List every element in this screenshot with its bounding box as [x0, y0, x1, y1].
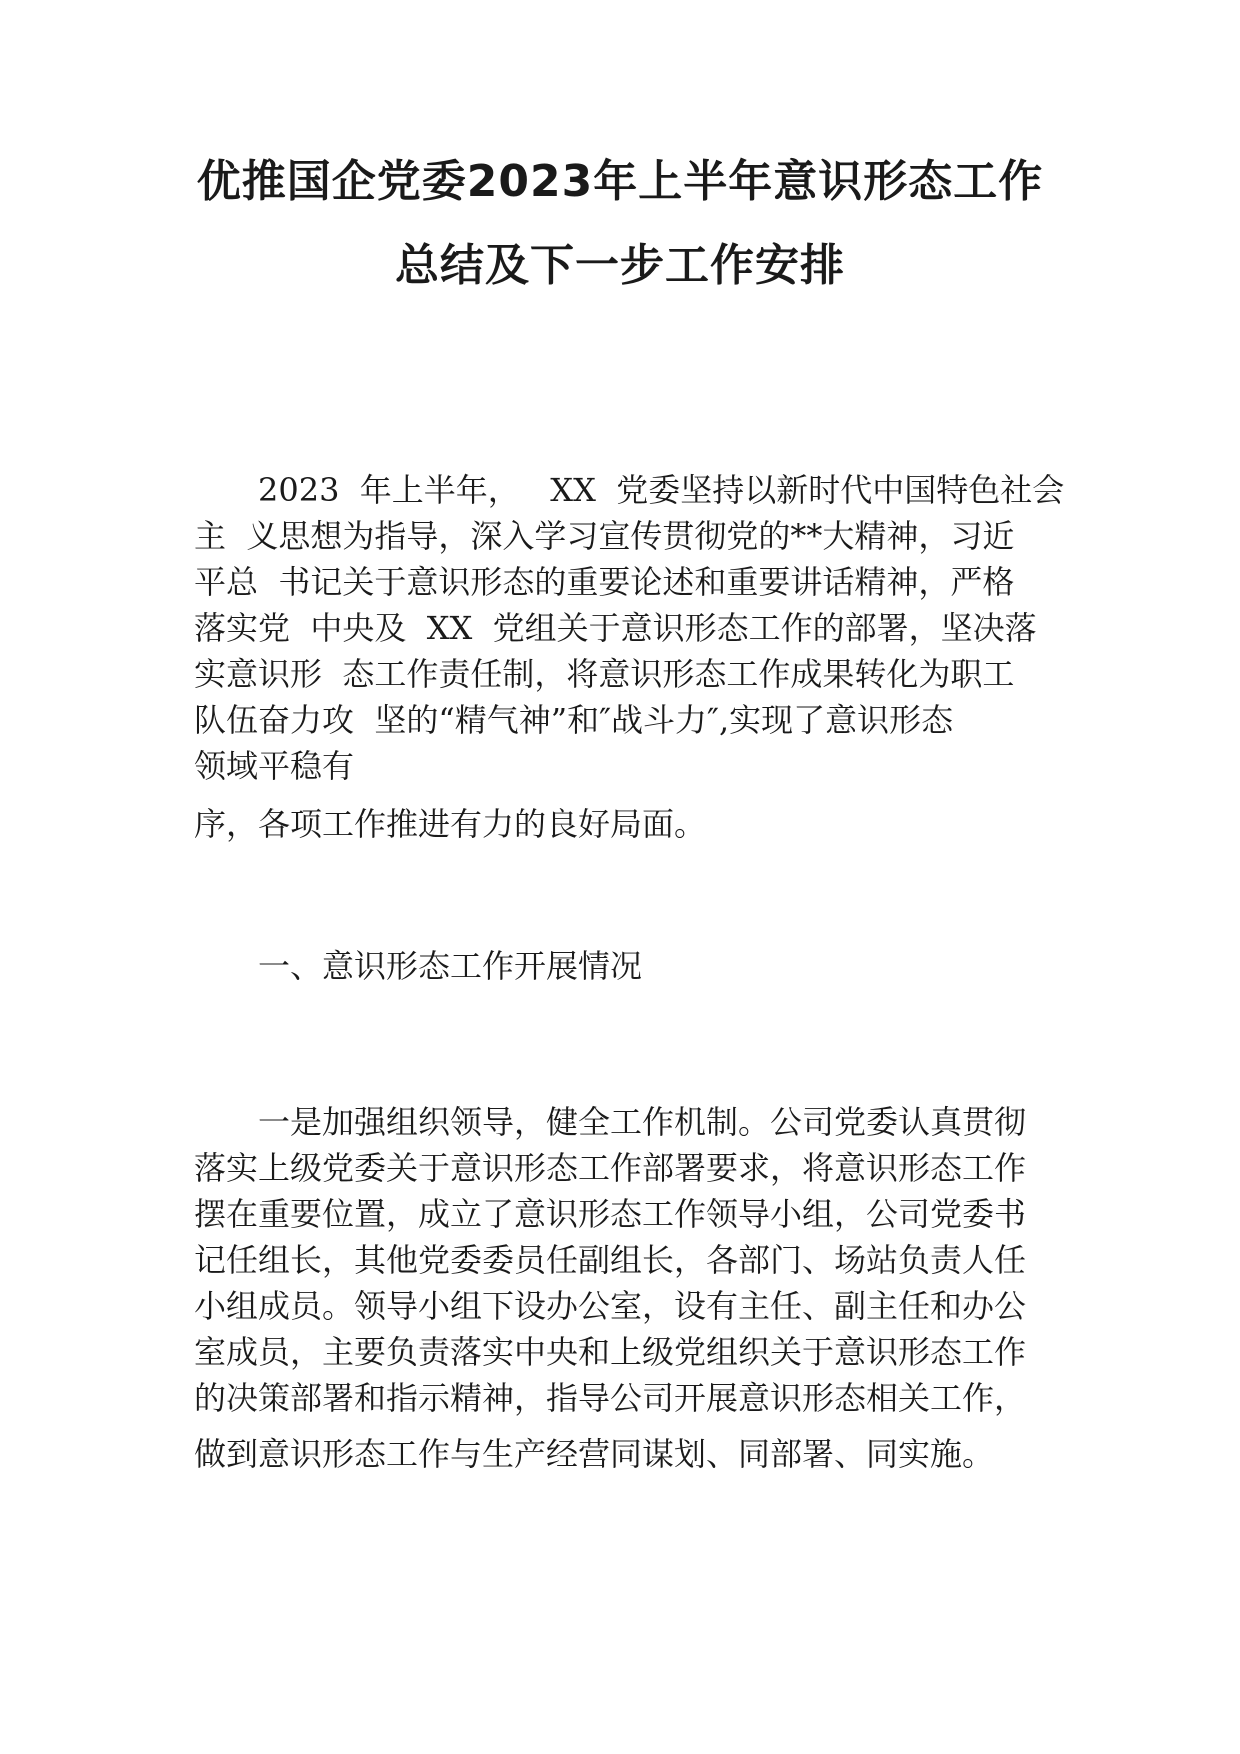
section-paragraph-line: 落实上级党委关于意识形态工作部署要求，将意识形态工作: [194, 1149, 1027, 1187]
section-paragraph-line: 室成员，主要负责落实中央和上级党组织关于意识形态工作: [194, 1333, 1027, 1371]
document-title-line-1: 优推国企党委2023年上半年意识形态工作: [196, 156, 1044, 207]
intro-paragraph-line: 平总 书记关于意识形态的重要论述和重要讲话精神，严格: [194, 563, 1015, 601]
intro-paragraph-line: 队伍奋力攻 坚的“精气神”和″战斗力″,实现了意识形态: [194, 701, 954, 739]
intro-paragraph-line: 2023 年上半年， XX 党委坚持以新时代中国特色社会: [258, 471, 1065, 509]
section-paragraph-line: 小组成员。领导小组下设办公室，设有主任、副主任和办公: [194, 1287, 1027, 1325]
section-paragraph-line: 摆在重要位置，成立了意识形态工作领导小组，公司党委书: [194, 1195, 1027, 1233]
intro-paragraph-line: 实意识形 态工作责任制，将意识形态工作成果转化为职工: [194, 655, 1015, 693]
intro-paragraph-line: 主 义思想为指导，深入学习宣传贯彻党的**大精神，习近: [194, 517, 1015, 555]
intro-paragraph-line: 落实党 中央及 XX 党组关于意识形态工作的部署，坚决落: [194, 609, 1037, 647]
intro-paragraph-line: 领域平稳有: [194, 747, 355, 785]
section-paragraph-line: 一是加强组织领导，健全工作机制。公司党委认真贯彻: [258, 1103, 1027, 1141]
intro-paragraph-line: 序，各项工作推进有力的良好局面。: [194, 805, 707, 843]
section-paragraph-line: 记任组长，其他党委委员任副组长，各部门、场站负责人任: [194, 1241, 1027, 1279]
section-heading: 一、意识形态工作开展情况: [258, 947, 643, 985]
document-title-line-2: 总结及下一步工作安排: [395, 240, 845, 291]
section-paragraph-line: 做到意识形态工作与生产经营同谋划、同部署、同实施。: [194, 1435, 995, 1473]
section-paragraph-line: 的决策部署和指示精神，指导公司开展意识形态相关工作，: [194, 1379, 1027, 1417]
